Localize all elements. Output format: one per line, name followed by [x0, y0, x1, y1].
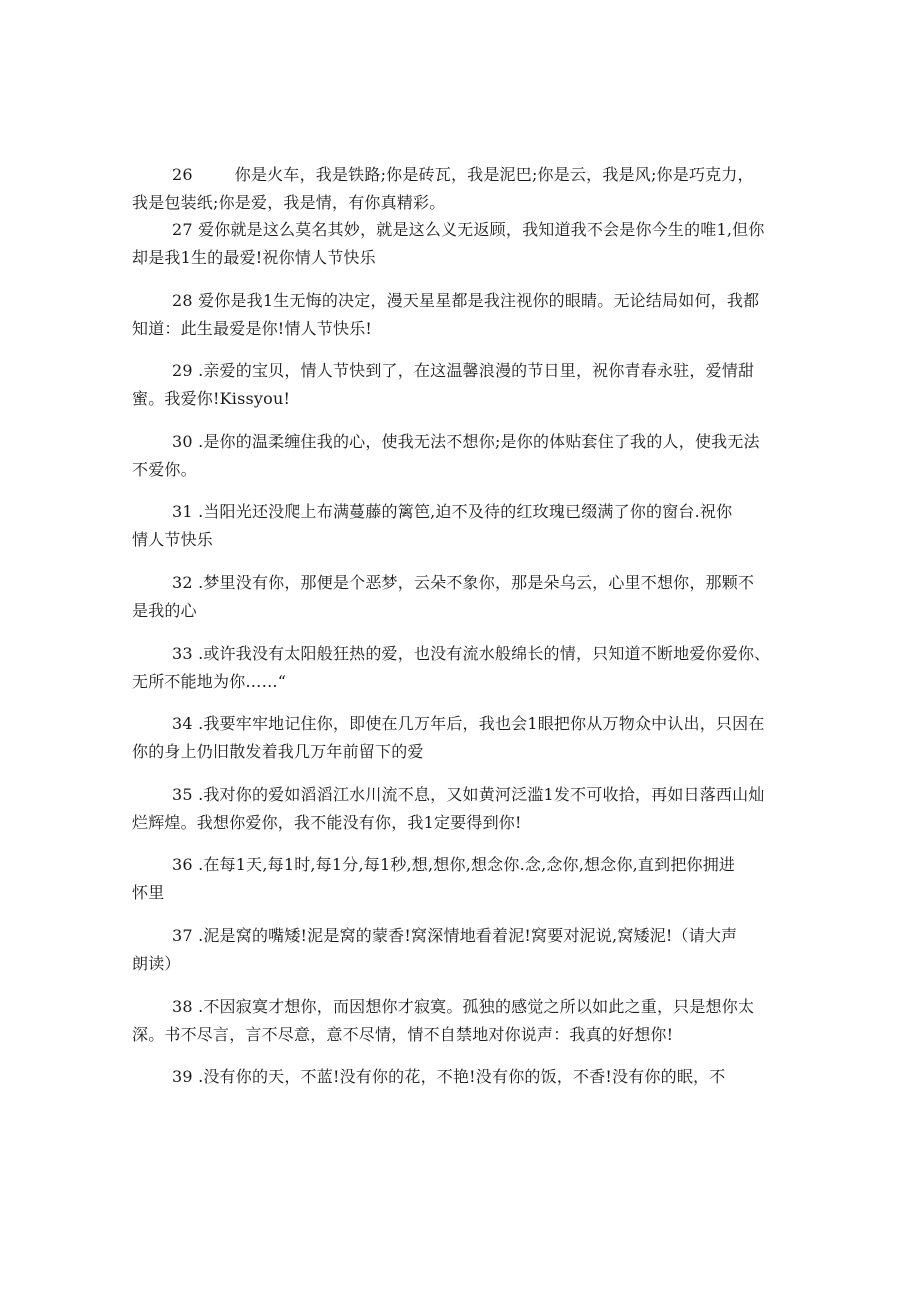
paragraph-text-line: 无所不能地为你……“: [132, 672, 287, 691]
paragraph-number: 34: [172, 714, 193, 733]
paragraph-text-line: 知道：此生最爱是你!情人节快乐!: [132, 319, 373, 338]
paragraph-number: 28: [172, 291, 193, 310]
paragraph-text-line: .不因寂寞才想你，而因想你才寂寞。孤独的感觉之所以如此之重，只是想你太: [198, 997, 755, 1016]
paragraph-32: [132, 569, 800, 625]
paragraph-text-line: .我对你的爱如滔滔江水川流不息，又如黄河泛滥1发不可收拾，再如日落西山灿: [198, 785, 765, 804]
paragraph-number: 30: [172, 432, 193, 451]
paragraph-text-line: .或许我没有太阳般狂热的爱，也没有流水般绵长的情，只知道不断地爱你爱你、: [198, 644, 771, 663]
paragraph-text-line: 怀里: [132, 883, 165, 902]
paragraph-text-line: .没有你的天，不蓝!没有你的花，不艳!没有你的饭，不香!没有你的眠，不: [198, 1067, 726, 1086]
paragraph-number: 33: [172, 644, 193, 663]
paragraph-text-line: 我是包装纸;你是爱，我是情，有你真精彩。: [132, 193, 446, 212]
paragraph-37: [132, 922, 800, 978]
paragraph-text-line: .当阳光还没爬上布满蔓藤的篱笆,迫不及待的红玫瑰已缀满了你的窗台.祝你: [198, 502, 733, 521]
paragraph-27: [132, 216, 800, 272]
paragraph-text-line: 蜜。我爱你!Kissyou!: [132, 389, 291, 408]
paragraph-number: 29: [172, 361, 193, 380]
paragraph-35: [132, 781, 800, 837]
paragraph-text-line: 朗读）: [132, 954, 181, 973]
paragraph-28: [132, 287, 800, 343]
paragraph-number: 39: [172, 1067, 193, 1086]
paragraph-text-line: 爱你是我1生无悔的决定，漫天星星都是我注视你的眼睛。无论结局如何，我都: [198, 291, 760, 310]
paragraph-text-line: 不爱你。: [132, 460, 197, 479]
paragraph-29: [132, 357, 800, 413]
paragraph-text-line: 是我的心: [132, 601, 197, 620]
paragraph-number: 32: [172, 573, 193, 592]
paragraph-38: [132, 993, 800, 1049]
paragraph-number: 37: [172, 926, 193, 945]
paragraph-number: 36: [172, 855, 193, 874]
paragraph-text-line: 烂辉煌。我想你爱你，我不能没有你，我1定要得到你!: [132, 813, 522, 832]
paragraph-text-line: 情人节快乐: [132, 530, 214, 549]
paragraph-number: 26: [172, 165, 193, 184]
paragraph-33: [132, 640, 800, 696]
paragraph-39: [132, 1063, 800, 1091]
paragraph-text-line: 却是我1生的最爱!祝你情人节快乐: [132, 248, 376, 267]
paragraph-number: 35: [172, 785, 193, 804]
paragraph-34: [132, 710, 800, 766]
paragraph-text-line: .在每1天,每1时,每1分,每1秒,想,想你,想念你.念,念你,想念你,直到把你拥进: [198, 855, 736, 874]
paragraph-26: [132, 161, 800, 217]
paragraph-text-line: 你是火车，我是铁路;你是砖瓦，我是泥巴;你是云，我是风;你是巧克力，: [234, 165, 754, 184]
paragraph-36: [132, 851, 800, 907]
paragraph-30: [132, 428, 800, 484]
paragraph-text-line: 你的身上仍旧散发着我几万年前留下的爱: [132, 742, 424, 761]
paragraph-31: [132, 498, 800, 554]
paragraph-text-line: .亲爱的宝贝，情人节快到了，在这温馨浪漫的节日里，祝你青春永驻，爱情甜: [198, 361, 755, 380]
paragraph-text-line: .泥是窝的嘴矮!泥是窝的蒙香!窝深情地看着泥!窝要对泥说,窝矮泥!（请大声: [198, 926, 738, 945]
paragraph-text-line: .梦里没有你，那便是个恶梦，云朵不象你，那是朵乌云，心里不想你，那颗不: [198, 573, 755, 592]
paragraph-text-line: .是你的温柔缠住我的心，使我无法不想你;是你的体贴套住了我的人，使我无法: [198, 432, 760, 451]
paragraph-text-line: .我要牢牢地记住你，即使在几万年后，我也会1眼把你从万物众中认出，只因在: [198, 714, 765, 733]
paragraph-number: 27: [172, 220, 193, 239]
paragraph-number: 31: [172, 502, 193, 521]
paragraph-text-line: 爱你就是这么莫名其妙，就是这么义无返顾，我知道我不会是你今生的唯1,但你: [198, 220, 765, 239]
paragraph-text-line: 深。书不尽言，言不尽意，意不尽情，情不自禁地对你说声：我真的好想你!: [132, 1025, 674, 1044]
paragraph-number: 38: [172, 997, 193, 1016]
